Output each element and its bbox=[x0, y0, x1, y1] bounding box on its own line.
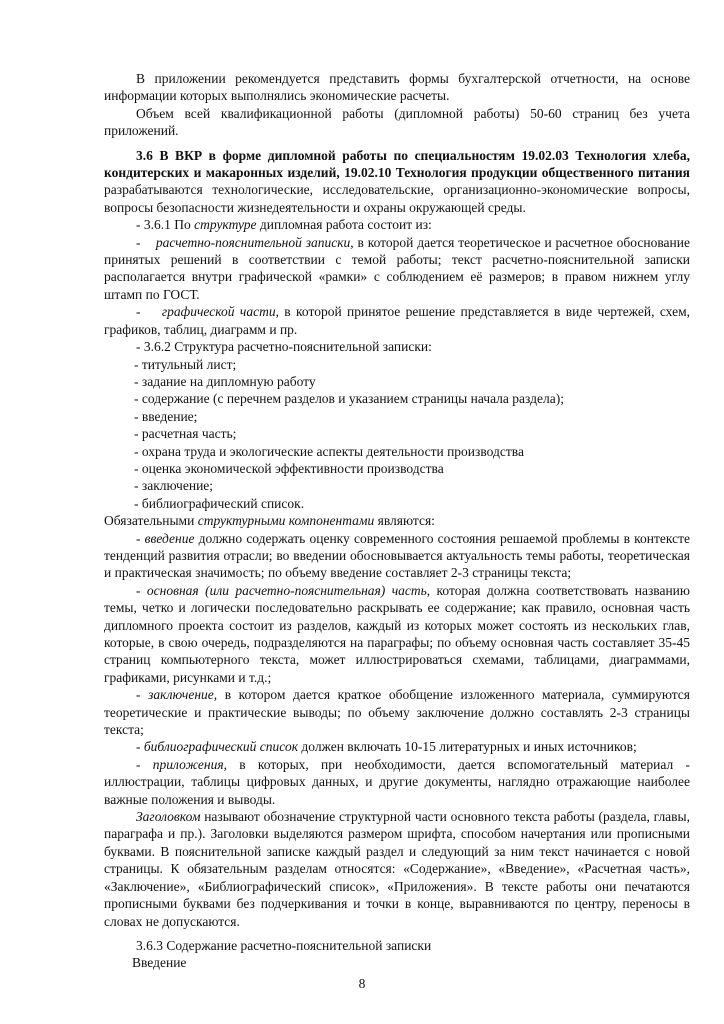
d1-prefix: - bbox=[136, 234, 156, 250]
component-appendices bbox=[104, 756, 690, 808]
paragraph-volume: Объем всей квалификационной работы (дипломной работы) 50-60 страниц без учета приложений. bbox=[104, 105, 690, 139]
list-item: - охрана труда и экологические аспекты деятельности производства bbox=[134, 443, 524, 459]
paragraph-3-6-3: 3.6.3 Содержание расчетно-пояснительной записки bbox=[136, 937, 432, 953]
component-introduction bbox=[104, 530, 690, 582]
paragraph-obligatory bbox=[104, 512, 690, 529]
zag-italic: Заголовком bbox=[136, 809, 201, 825]
list-item: - титульный лист; bbox=[134, 356, 237, 372]
page-number: 8 bbox=[358, 976, 366, 991]
c5-italic: приложения, bbox=[152, 756, 227, 772]
c2-text: , которая должна соответствовать названию темы, четко и логически последовательно раскрывать ее содержание; как правило, основная часть дипломного проекта состоит из разделов, каждый из которых может состоять из нескольких глав, которые, в свою очередь, подразделяются на параграфы; по объему основная часть составляет 35-45 страниц компьютерного текста, может иллюстрироваться схемами, таблицами, диаграммами, графиками, рисунками и т.д.; bbox=[104, 582, 690, 685]
oblig-italic: структурными компонентами bbox=[197, 513, 375, 529]
list-item: - задание на дипломную работу bbox=[134, 373, 316, 389]
subheading-introduction: Введение bbox=[132, 955, 187, 971]
s361-prefix: - 3.6.1 По bbox=[136, 217, 195, 233]
item-graphic-part bbox=[104, 303, 690, 338]
d1-italic: расчетно-пояснительной записки bbox=[155, 234, 351, 250]
c4-italic: библиографический список bbox=[143, 739, 299, 755]
s361-italic: структуре bbox=[194, 217, 257, 233]
c2-prefix: - bbox=[136, 582, 147, 598]
oblig-suffix: являются: bbox=[374, 513, 435, 529]
list-item: - расчетная часть; bbox=[134, 426, 237, 442]
paragraph-3-6-1 bbox=[104, 216, 690, 233]
c2-italic: основная (или расчетно-пояснительная) часть bbox=[146, 582, 427, 598]
d1-text: , в которой дается теоретическое и расчетное обоснование принятых решений в соответствии с темой работы; текст расчетно-пояснительной записки располагается внутри графической «рамки» с соблюдением её размеров; в правом нижнем углу штамп по ГОСТ. bbox=[104, 234, 690, 302]
c1-text: должно содержать оценку современного состояния решаемой проблемы в контексте тенденций развития отрасли; во введении обосновывается актуальность темы работы, теоретическая и практическая значимость; по объему введение составляет 2-3 страницы текста; bbox=[104, 530, 690, 581]
paragraph-appendix-forms: В приложении рекомендуется представить формы бухгалтерской отчетности, на основе информации которых выполнялись экономические расчеты. bbox=[104, 71, 690, 104]
list-item: - заключение; bbox=[134, 478, 214, 494]
d2-italic: графической части bbox=[161, 304, 276, 320]
d2-prefix: - bbox=[136, 304, 162, 320]
c5-text: в которых, при необходимости, дается вспомогательный материал - иллюстрации, таблицы цифровых данных, и другие документы, наглядно отражающие наиболее важные положения и выводы. bbox=[104, 756, 690, 807]
c5-prefix: - bbox=[136, 756, 153, 772]
section-3-6-text: разрабатываются технологические, исследовательские, организационно-экономические вопросы, вопросы безопасности жизнедеятельности и охраны окружающей среды. bbox=[104, 182, 690, 215]
c4-text: должен включать 10-15 литературных и иных источников; bbox=[298, 739, 637, 755]
c1-prefix: - bbox=[136, 530, 145, 546]
list-item: - содержание (с перечнем разделов и указанием страницы начала раздела); bbox=[134, 391, 564, 407]
paragraph-section-3-6 bbox=[104, 147, 690, 217]
component-main-part bbox=[104, 582, 690, 686]
s361-suffix: дипломная работа состоит из: bbox=[256, 217, 432, 233]
c4-prefix: - bbox=[136, 739, 144, 755]
zag-text: называют обозначение структурной части основного текста работы (раздела, главы, параграфа и пр.). Заголовки выделяются размером шрифта, способом начертания или прописными буквами. В пояснительной записке каждый раздел и следующий за ним текст начинается с новой страницы. К обязательным разделам относятся: «Содержание», «Введение», «Расчетная часть», «Заключение», «Библиографический список», «Приложения». В тексте работы они печатаются прописными буквами без подчеркивания и точки в конце, выравниваются по центру, переносы в словах не допускаются. bbox=[104, 809, 690, 929]
document-page bbox=[104, 70, 690, 972]
section-3-6-heading: 3.6 В ВКР в форме дипломной работы по специальностям 19.02.03 Технология хлеба, кондитерских и макаронных изделий, 19.02.10 Технология продукции общественного питания bbox=[104, 147, 690, 181]
component-bibliography bbox=[104, 738, 690, 755]
list-item: - введение; bbox=[134, 408, 198, 424]
component-conclusion bbox=[104, 686, 690, 738]
oblig-prefix: Обязательными bbox=[104, 513, 198, 529]
paragraph-3-6-2: - 3.6.2 Структура расчетно-пояснительной записки: bbox=[136, 339, 432, 355]
d2-text: , в которой принятое решение представляется в виде чертежей, схем, графиков, таблиц, диаграмм и пр. bbox=[104, 304, 690, 337]
item-explanatory-note bbox=[104, 234, 690, 304]
c3-italic: заключение bbox=[148, 687, 214, 703]
list-item: - библиографический список. bbox=[134, 495, 305, 511]
c3-text: , в котором дается краткое обобщение изложенного материала, суммируются теоретические и практические выводы; по объему заключение должно составлять 2-3 страницы текста; bbox=[104, 687, 690, 738]
list-item: - оценка экономической эффективности производства bbox=[134, 460, 444, 476]
c1-italic: введение bbox=[144, 530, 195, 546]
c3-prefix: - bbox=[136, 687, 149, 703]
paragraph-headings bbox=[104, 808, 690, 930]
